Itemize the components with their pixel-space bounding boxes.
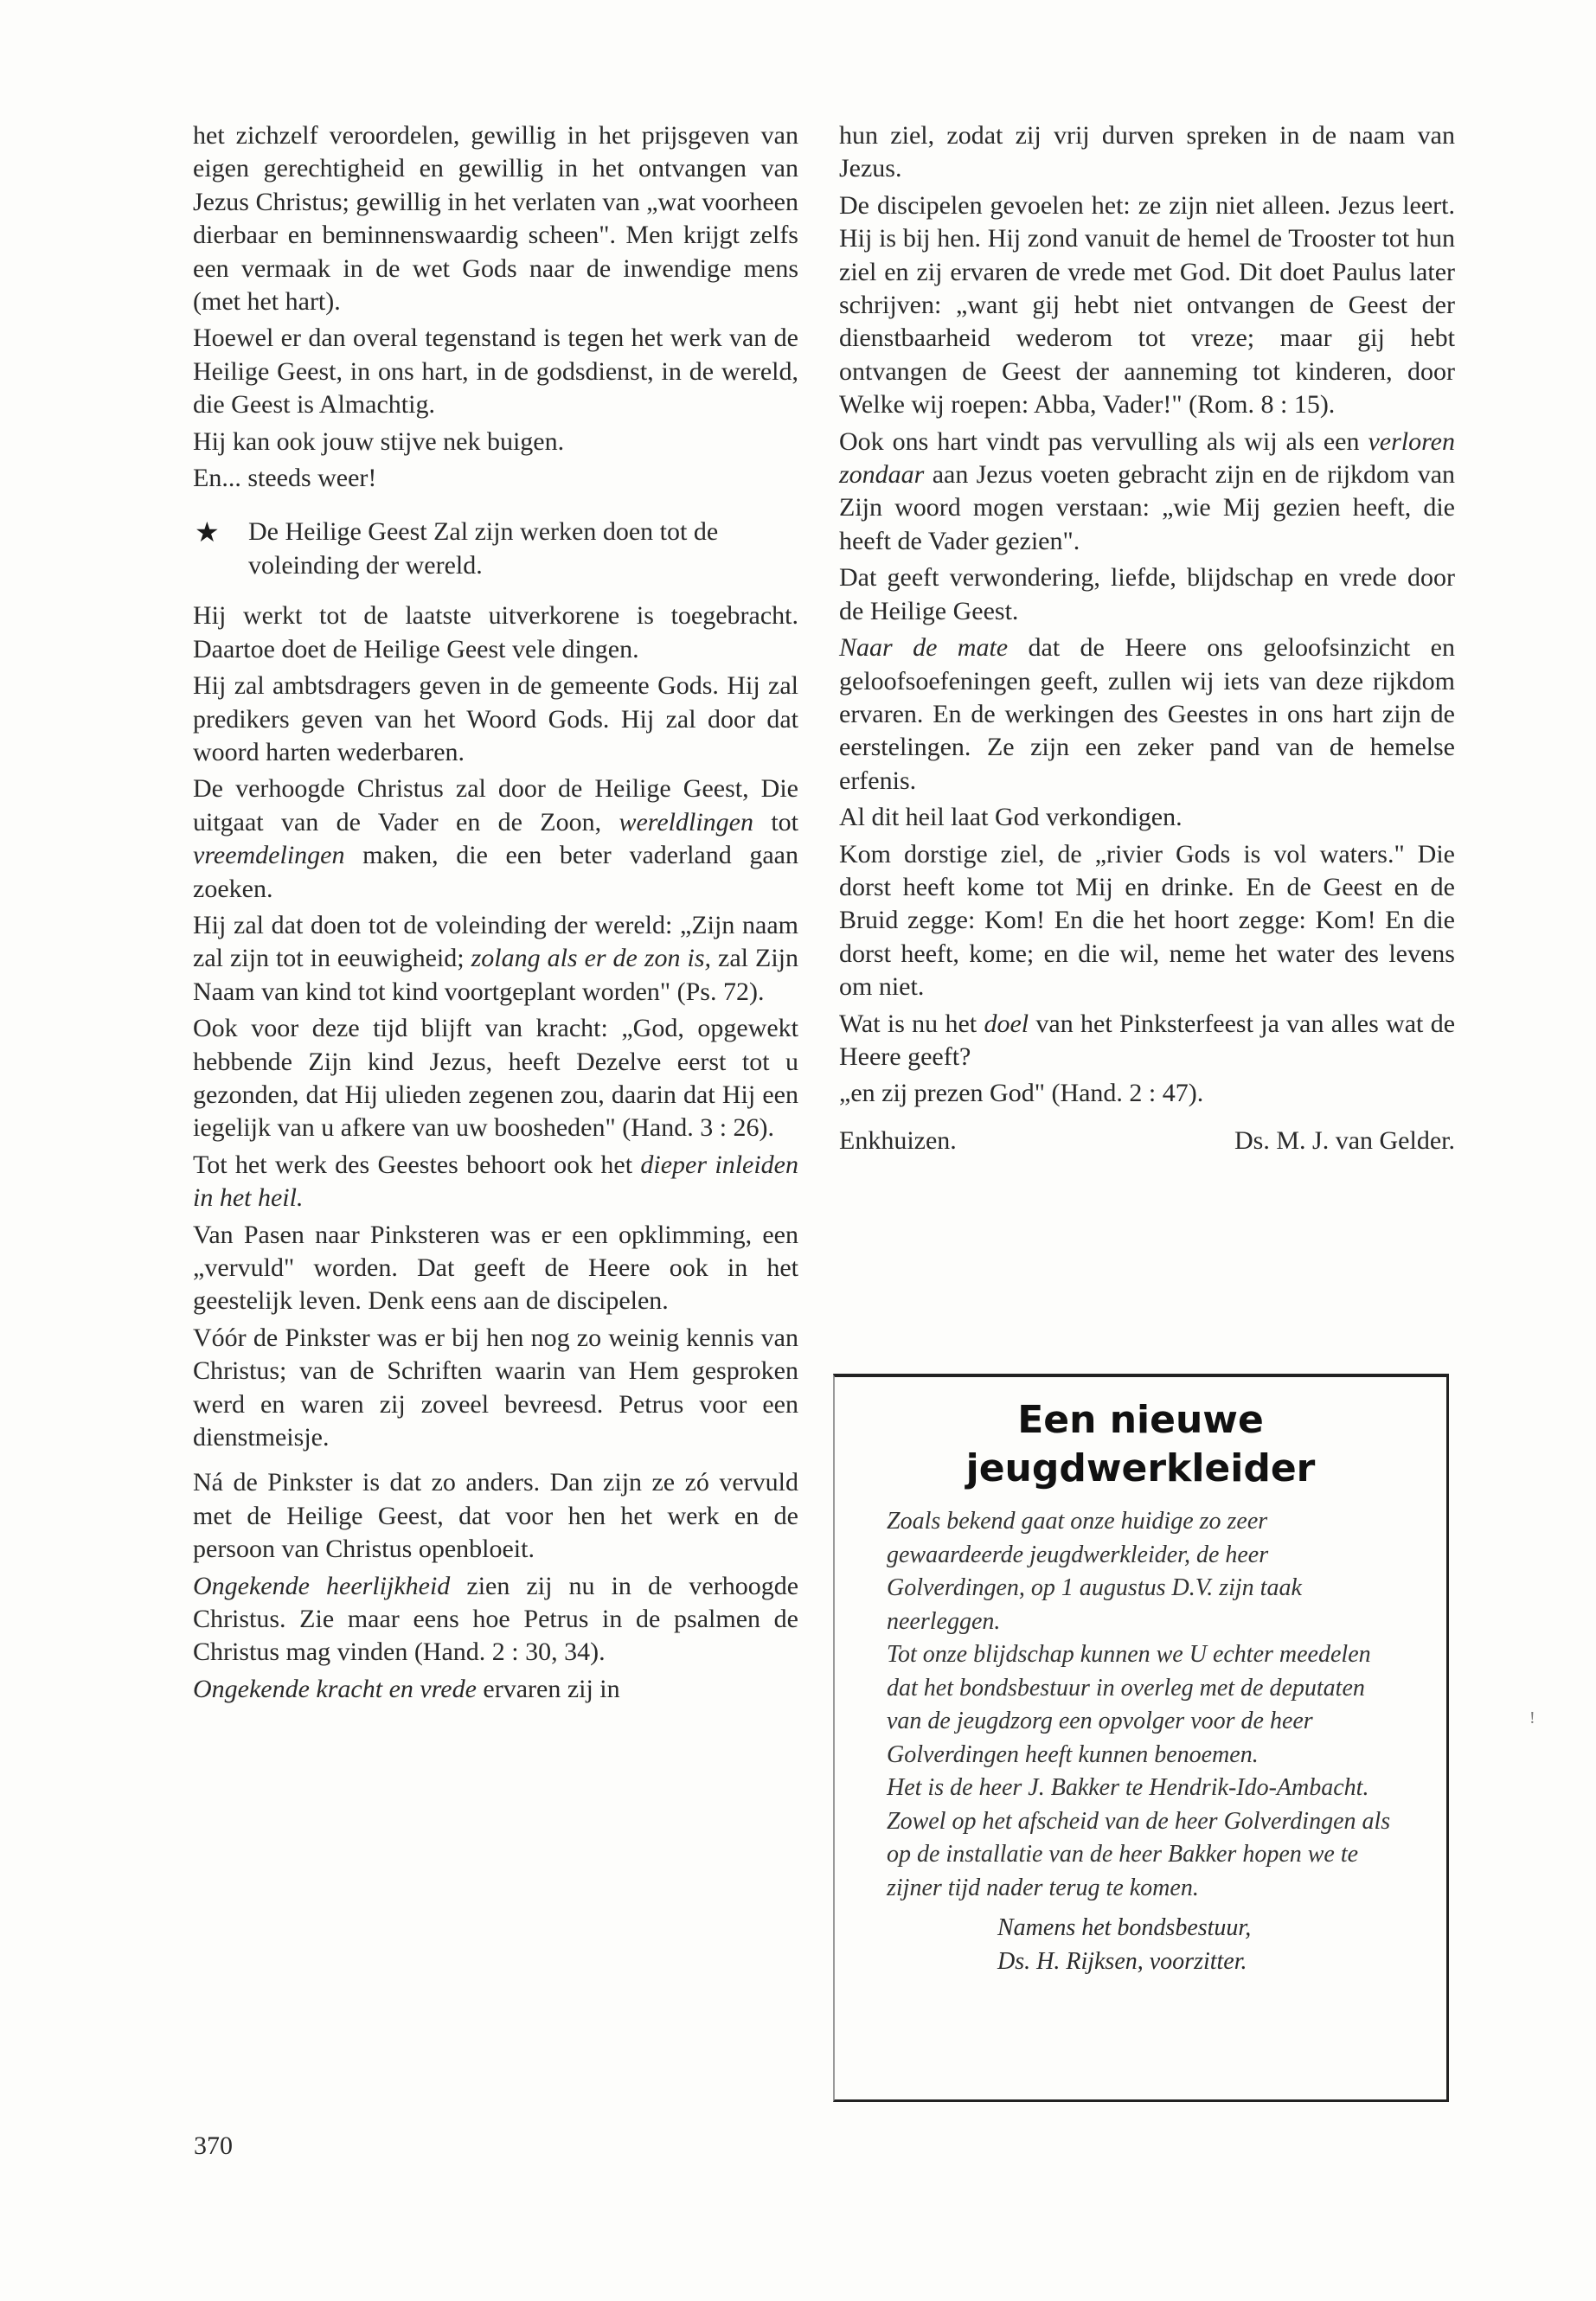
paragraph: Ongekende heerlijkheid zien zij nu in de verhoogde Christus. Zie maar eens hoe Petrus in de psalmen de Christus mag vinden (Hand. 2 : 30, 34). bbox=[193, 1571, 799, 1667]
paragraph: Hij kan ook jouw stijve nek buigen. bbox=[193, 426, 565, 456]
paragraph: Ongekende kracht en vrede ervaren zij in bbox=[193, 1674, 620, 1703]
announcement-paragraph: Het is de heer J. Bakker te Hendrik-Ido-Ambacht. bbox=[887, 1774, 1369, 1801]
signature-author: Ds. M. J. van Gelder. bbox=[1234, 1125, 1455, 1155]
announcement-signature: Namens het bondsbestuur, Ds. H. Rijksen, voorzitter. bbox=[997, 1914, 1252, 1975]
paragraph: Ná de Pinkster is dat zo anders. Dan zijn ze zó vervuld met de Heilige Geest, dat voor hen het werk en de persoon van Christus openbloeit. bbox=[193, 1468, 798, 1564]
paragraph: Hij werkt tot de laatste uitverkorene is toegebracht. Daartoe doet de Heilige Geest vele dingen. bbox=[193, 601, 798, 663]
paragraph: Hij zal dat doen tot de voleinding der wereld: „Zijn naam zal zijn tot in eeuwigheid; zolang als er de zon is, zal Zijn Naam van kind tot kind voortgeplant worden" (Ps. 72). bbox=[193, 910, 799, 1006]
paragraph: hun ziel, zodat zij vrij durven spreken in de naam van Jezus. bbox=[839, 121, 1455, 183]
paragraph: Kom dorstige ziel, de „rivier Gods is vol waters." Die dorst heeft kome tot Mij en drinke. En de Geest en de Bruid zegge: Kom! En die het hoort zegge: Kom! En die dorst heeft, kome; en die wil, neme het water des levens om niet. bbox=[839, 839, 1455, 1002]
right-column bbox=[839, 119, 1455, 1157]
paragraph: Ook ons hart vindt pas vervulling als wij als een verloren zondaar aan Jezus voeten gebracht zijn en de rijkdom van Zijn woord mogen verstaan: „wie Mij gezien heeft, die heeft de Vader gezien". bbox=[839, 426, 1456, 555]
announcement-body bbox=[887, 1505, 1406, 1978]
paragraph: Al dit heil laat God verkondigen. bbox=[839, 803, 1183, 832]
announcement-paragraph: Zoals bekend gaat onze huidige zo zeer gewaardeerde jeugdwerkleider, de heer Golverdingen, op 1 augustus D.V. zijn taak neerleggen. bbox=[887, 1508, 1302, 1635]
announcement-paragraph: Tot onze blijdschap kunnen we U echter meedelen dat het bondsbestuur in overleg met de deputaten van de jeugdzorg een opvolger voor de heer Golverdingen heeft kunnen benoemen. bbox=[887, 1641, 1371, 1768]
paragraph: het zichzelf veroordelen, gewillig in het prijsgeven van eigen gerechtigheid en gewillig in het ontvangen van Jezus Christus; gewillig in het verlaten van „wat voorheen dierbaar en beminnenswaardig scheen". Men krijgt zelfs een vermaak in de wet Gods naar de inwendige mens (met het hart). bbox=[193, 121, 798, 317]
announcement-box bbox=[833, 1374, 1449, 2102]
page-number: 370 bbox=[194, 2131, 233, 2160]
paragraph: Ook voor deze tijd blijft van kracht: „God, opgewekt hebbende Zijn kind Jezus, heeft Dezelve eerst tot u gezonden, dat Hij ulieden zegenen zou, daarin dat Hij een iegelijk van u afkere van uw boosheden" (Hand. 3 : 26). bbox=[193, 1014, 798, 1143]
statement-text: De Heilige Geest Zal zijn werken doen tot de voleinding der wereld. bbox=[248, 517, 719, 580]
paragraph: Vóór de Pinkster was er bij hen nog zo weinig kennis van Christus; van de Schriften waarin van Hem gesproken werd en waren zij zoveel bevreesd. Petrus voor een dienstmeisje. bbox=[193, 1323, 798, 1452]
paragraph: Van Pasen naar Pinksteren was er een opklimming, een „vervuld" worden. Dat geeft de Heere ook in het geestelijk leven. Denk eens aan de discipelen. bbox=[193, 1220, 798, 1316]
paragraph: De discipelen gevoelen het: ze zijn niet alleen. Jezus leert. Hij is bij hen. Hij zond vanuit de hemel de Trooster tot hun ziel en zij ervaren de vrede met God. Dit doet Paulus later schrijven: „want gij hebt niet ontvangen de Geest der dienstbaarheid wederom tot vreze; maar gij hebt ontvangen de Geest der aanneming tot kinderen, door Welke wij roepen: Abba, Vader!" (Rom. 8 : 15). bbox=[839, 190, 1455, 420]
paragraph: Tot het werk des Geestes behoort ook het dieper inleiden in het heil. bbox=[193, 1150, 798, 1213]
paragraph: Hoewel er dan overal tegenstand is tegen het werk van de Heilige Geest, in ons hart, in de godsdienst, in de wereld, die Geest is Almachtig. bbox=[193, 324, 798, 420]
left-column bbox=[193, 119, 798, 1709]
paragraph: Dat geeft verwondering, liefde, blijdschap en vrede door de Heilige Geest. bbox=[839, 563, 1455, 625]
paragraph: „en zij prezen God" (Hand. 2 : 47). bbox=[839, 1079, 1204, 1108]
announcement-title: Een nieuwe jeugdwerkleider bbox=[965, 1398, 1316, 1490]
paragraph: De verhoogde Christus zal door de Heilige Geest, Die uitgaat van de Vader en de Zoon, wereldlingen tot vreemdelingen maken, die een beter vaderland gaan zoeken. bbox=[193, 774, 799, 903]
paragraph: Hij zal ambtsdragers geven in de gemeente Gods. Hij zal predikers geven van het Woord Gods. Hij zal door dat woord harten wederbaren. bbox=[193, 671, 798, 766]
highlighted-statement bbox=[193, 516, 798, 582]
paragraph: Wat is nu het doel van het Pinksterfeest ja van alles wat de Heere geeft? bbox=[839, 1009, 1456, 1071]
margin-mark: ! bbox=[1529, 1708, 1535, 1727]
signature-place: Enkhuizen. bbox=[839, 1125, 957, 1155]
paragraph: En... steeds weer! bbox=[193, 464, 377, 493]
article-signature bbox=[839, 1125, 1455, 1157]
paragraph: Naar de mate dat de Heere ons geloofsinzicht en geloofsoefeningen geeft, zullen wij iets van deze rijkdom ervaren. En de werkingen des Geestes in ons hart zijn de eerstelingen. Ze zijn een zeker pand van de hemelse erfenis. bbox=[839, 633, 1455, 795]
star-icon: ★ bbox=[195, 516, 220, 548]
announcement-paragraph: Zowel op het afscheid van de heer Golverdingen als op de installatie van de heer Bakker hopen we te zijner tijd nader terug te komen. bbox=[887, 1807, 1391, 1901]
